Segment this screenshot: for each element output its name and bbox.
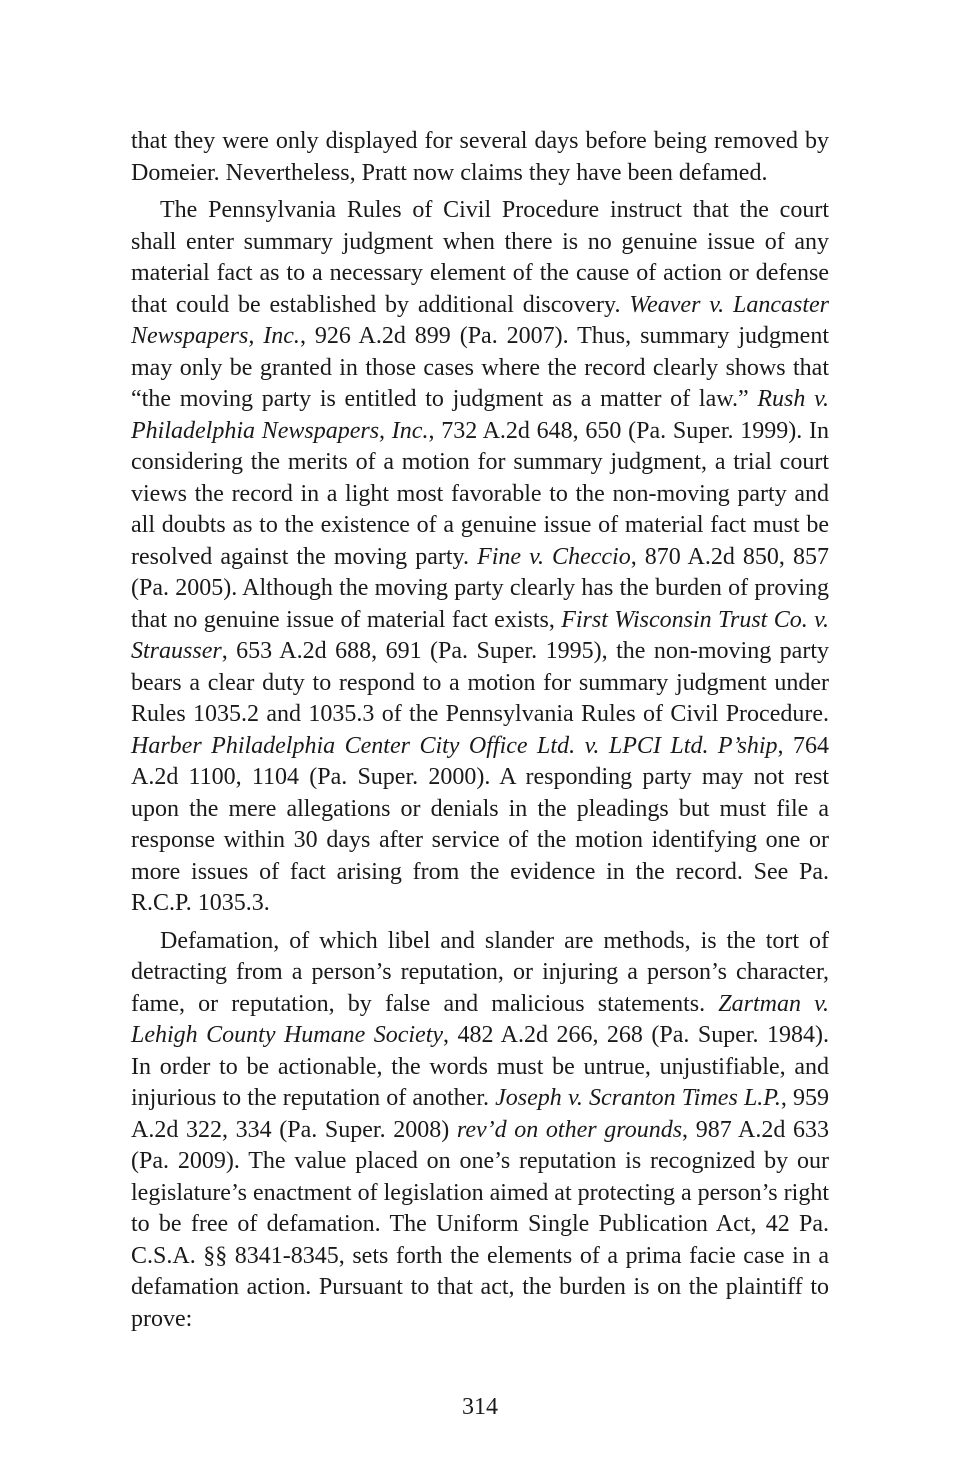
page-number: 314 [462, 1394, 498, 1420]
text-run: , 653 A.2d 688, 691 (Pa. Super. 1995), the non-moving party bears a clear duty to respond to a motion for summary judgment under Rules 1035.2 and 1035.3 of the Pennsylvania Rules of Civil Procedure. [131, 638, 829, 727]
text-run: , 987 A.2d 633 (Pa. 2009). The value placed on one’s reputation is recognized by our legislature’s enactment of legislation aimed at protecting a person’s right to be free of defamation. The Uniform Single Publication Act, 42 Pa. C.S.A. §§ 8341-8345, sets forth the elements of a prima facie case in a defamation action. Pursuant to that act, the burden is on the plaintiff to prove: [131, 1116, 830, 1332]
text-run: The Pennsylvania Rules of Civil Procedure instruct that the court shall enter summary judgment when there is no genuine issue of any material fact as to a necessary element of the cause of action or defense that could be established by additional discovery. [131, 197, 829, 318]
text-run: , 482 A.2d 266, 268 (Pa. Super. 1984). In order to be actionable, the words must be untrue, unjustifiable, and injurious to the reputation of another. [131, 1022, 829, 1111]
text-run: , 959 A.2d 322, 334 (Pa. Super. 2008) [131, 1085, 830, 1143]
page-body [131, 126, 829, 1335]
case-citation: Rush v. Philadelphia Newspapers, Inc. [131, 386, 829, 444]
case-citation: First Wisconsin Trust Co. v. Strausser [131, 606, 829, 664]
text-run: , 732 A.2d 648, 650 (Pa. Super. 1999). In considering the merits of a motion for summary judgment, a trial court views the record in a light most favorable to the non-moving party and all doubts as to the existence of a genuine issue of material fact must be resolved against the moving party. [131, 417, 830, 570]
case-citation: Weaver v. Lancaster Newspapers, Inc. [131, 291, 829, 349]
paragraph-defamation [131, 926, 829, 1336]
text-run: that they were only displayed for several days before being removed by Domeier. Nevertheless, Pratt now claims they have been defamed. [131, 128, 829, 186]
case-citation: Harber Philadelphia Center City Office Ltd. v. LPCI Ltd. P’ship [131, 732, 778, 759]
case-citation: Joseph v. Scranton Times L.P. [495, 1085, 781, 1111]
case-citation: rev’d on other grounds [456, 1116, 683, 1143]
text-run: , 764 A.2d 1100, 1104 (Pa. Super. 2000). A responding party may not rest upon the mere allegations or denials in the pleadings but must file a response within 30 days after service of the motion identifying one or more issues of fact arising from the evidence in the record. See Pa. R.C.P. 1035.3. [131, 732, 829, 916]
case-citation: Fine v. Checcio [477, 543, 631, 570]
case-citation: Zartman v. Lehigh County Humane Society [131, 990, 830, 1048]
text-run: Defamation, of which libel and slander are methods, is the tort of detracting from a person’s reputation, or injuring a person’s character, fame, or reputation, by false and malicious statements. [131, 927, 829, 1017]
text-run: , 870 A.2d 850, 857 (Pa. 2005). Although the moving party clearly has the burden of proving that no genuine issue of material fact exists, [131, 543, 830, 633]
paragraph-summary-judgment [131, 195, 829, 920]
paragraph-continuation [131, 126, 829, 189]
text-run: , 926 A.2d 899 (Pa. 2007). Thus, summary judgment may only be granted in those cases where the record clearly shows that “the moving party is entitled to judgment as a matter of law.” [131, 323, 830, 412]
